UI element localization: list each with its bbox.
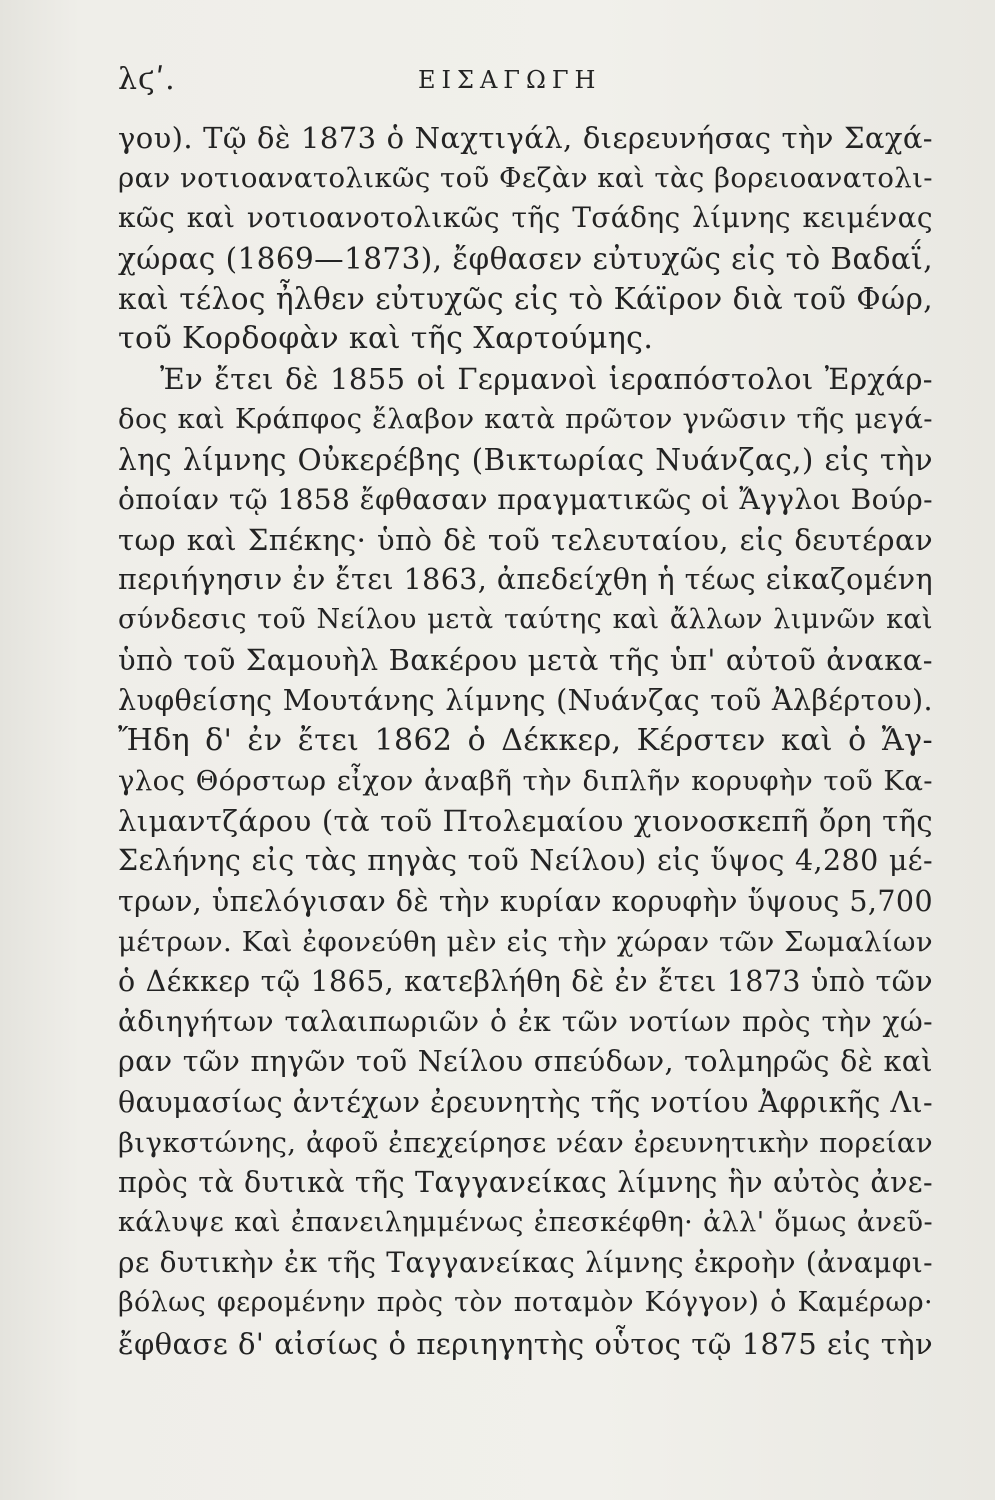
text-line: χώρας (1869—1873), ἔφθασεν εὐτυχῶς εἰς τὸ Βαδαΐ,: [118, 241, 933, 276]
text-line: ὑπὸ τοῦ Σαμουὴλ Βακέρου μετὰ τῆς ὑπ' αὐτοῦ ἀνακα-: [118, 643, 933, 678]
page-number: λϛʹ.: [118, 62, 176, 97]
text-line: γου). Τῷ δὲ 1873 ὁ Ναχτιγάλ, διερευνήσας τὴν Σαχά-: [118, 121, 933, 155]
text-line: ἔφθασε δ' αἰσίως ὁ περιηγητὴς οὗτος τῷ 1875 εἰς τὴν: [118, 1326, 933, 1361]
text-line: ὁποίαν τῷ 1858 ἔφθασαν πραγματικῶς οἱ Ἄγγλοι Βούρ-: [118, 482, 933, 516]
text-line: λιμαντζάρου (τὰ τοῦ Πτολεμαίου χιονοσκεπῆ ὄρη τῆς: [118, 804, 933, 839]
text-line: κῶς καὶ νοτιοανοτολικῶς τῆς Τσάδης λίμνης κειμένας: [118, 201, 933, 235]
page-header: [118, 62, 915, 102]
text-line: ἀδιηγήτων ταλαιπωριῶν ὁ ἐκ τῶν νοτίων πρὸς τὴν χώ-: [118, 1005, 933, 1039]
text-line: μέτρων. Καὶ ἐφονεύθη μὲν εἰς τὴν χώραν τῶν Σωμαλίων: [118, 925, 933, 958]
text-line: λης λίμνης Οὐκερέβης (Βικτωρίας Νυάνζας,) εἰς τὴν: [118, 442, 933, 477]
text-line: τωρ καὶ Σπέκης· ὑπὸ δὲ τοῦ τελευταίου, εἰς δευτέραν: [118, 522, 933, 557]
text-line: δος καὶ Κράπφος ἔλαβον κατὰ πρῶτον γνῶσιν τῆς μεγά-: [118, 403, 933, 436]
text-line: κάλυψε καὶ ἐπανειλημμένως ἐπεσκέφθη· ἀλλ' ὅμως ἀνεῦ-: [118, 1207, 933, 1239]
text-line: σύνδεσις τοῦ Νείλου μετὰ ταύτης καὶ ἄλλων λιμνῶν καὶ: [118, 604, 933, 636]
text-line: ρε δυτικὴν ἐκ τῆς Ταγγανείκας λίμνης ἐκροὴν (ἀναμφι-: [118, 1246, 933, 1280]
text-line: Σελήνης εἰς τὰς πηγὰς τοῦ Νείλου) εἰς ὕψος 4,280 μέ-: [118, 844, 933, 878]
text-line: ὁ Δέκκερ τῷ 1865, κατεβλήθη δὲ ἐν ἔτει 1873 ὑπὸ τῶν: [118, 964, 933, 998]
text-line: Ἐν ἔτει δὲ 1855 οἱ Γερμανοὶ ἱεραπόστολοι Ἐρχάρ-: [160, 362, 933, 397]
text-line: βιγκστώνης, ἀφοῦ ἐπεχείρησε νέαν ἐρευνητικὴν πορείαν: [118, 1126, 933, 1159]
text-line: ραν τῶν πηγῶν τοῦ Νείλου σπεύδων, τολμηρῶς δὲ καὶ: [118, 1045, 933, 1079]
text-line: λυφθείσης Μουτάνης λίμνης (Νυάνζας τοῦ Ἀλβέρτου).: [118, 683, 933, 717]
text-line: γλος Θόρστωρ εἶχον ἀναβῆ τὴν διπλῆν κορυφὴν τοῦ Κα-: [118, 765, 933, 797]
text-line: τοῦ Κορδοφὰν καὶ τῆς Χαρτούμης.: [118, 320, 654, 356]
text-line: θαυμασίως ἀντέχων ἐρευνητὴς τῆς νοτίου Ἀφρικῆς Λι-: [118, 1085, 933, 1119]
body-text: [118, 118, 933, 1364]
text-line: τρων, ὑπελόγισαν δὲ τὴν κυρίαν κορυφὴν ὕψους 5,700: [118, 884, 933, 918]
text-line: Ἤδη δ' ἐν ἔτει 1862 ὁ Δέκκερ, Κέρστεν καὶ ὁ Ἄγ-: [118, 722, 933, 758]
text-line: ραν νοτιοανατολικῶς τοῦ Φεζὰν καὶ τὰς βορειοανατολι-: [118, 162, 933, 195]
text-line: περιήγησιν ἐν ἔτει 1863, ἀπεδείχθη ἡ τέως εἰκαζομένη: [118, 563, 933, 597]
running-head: ΕΙΣΑΓΩΓΗ: [418, 66, 602, 94]
text-line: βόλως φερομένην πρὸς τὸν ποταμὸν Κόγγον) ὁ Καμέρωρ·: [118, 1287, 933, 1319]
text-line: καὶ τέλος ἦλθεν εὐτυχῶς εἰς τὸ Κάϊρον διὰ τοῦ Φώρ,: [118, 281, 933, 316]
text-line: πρὸς τὰ δυτικὰ τῆς Ταγγανείκας λίμνης ἣν αὐτὸς ἀνε-: [118, 1165, 933, 1199]
